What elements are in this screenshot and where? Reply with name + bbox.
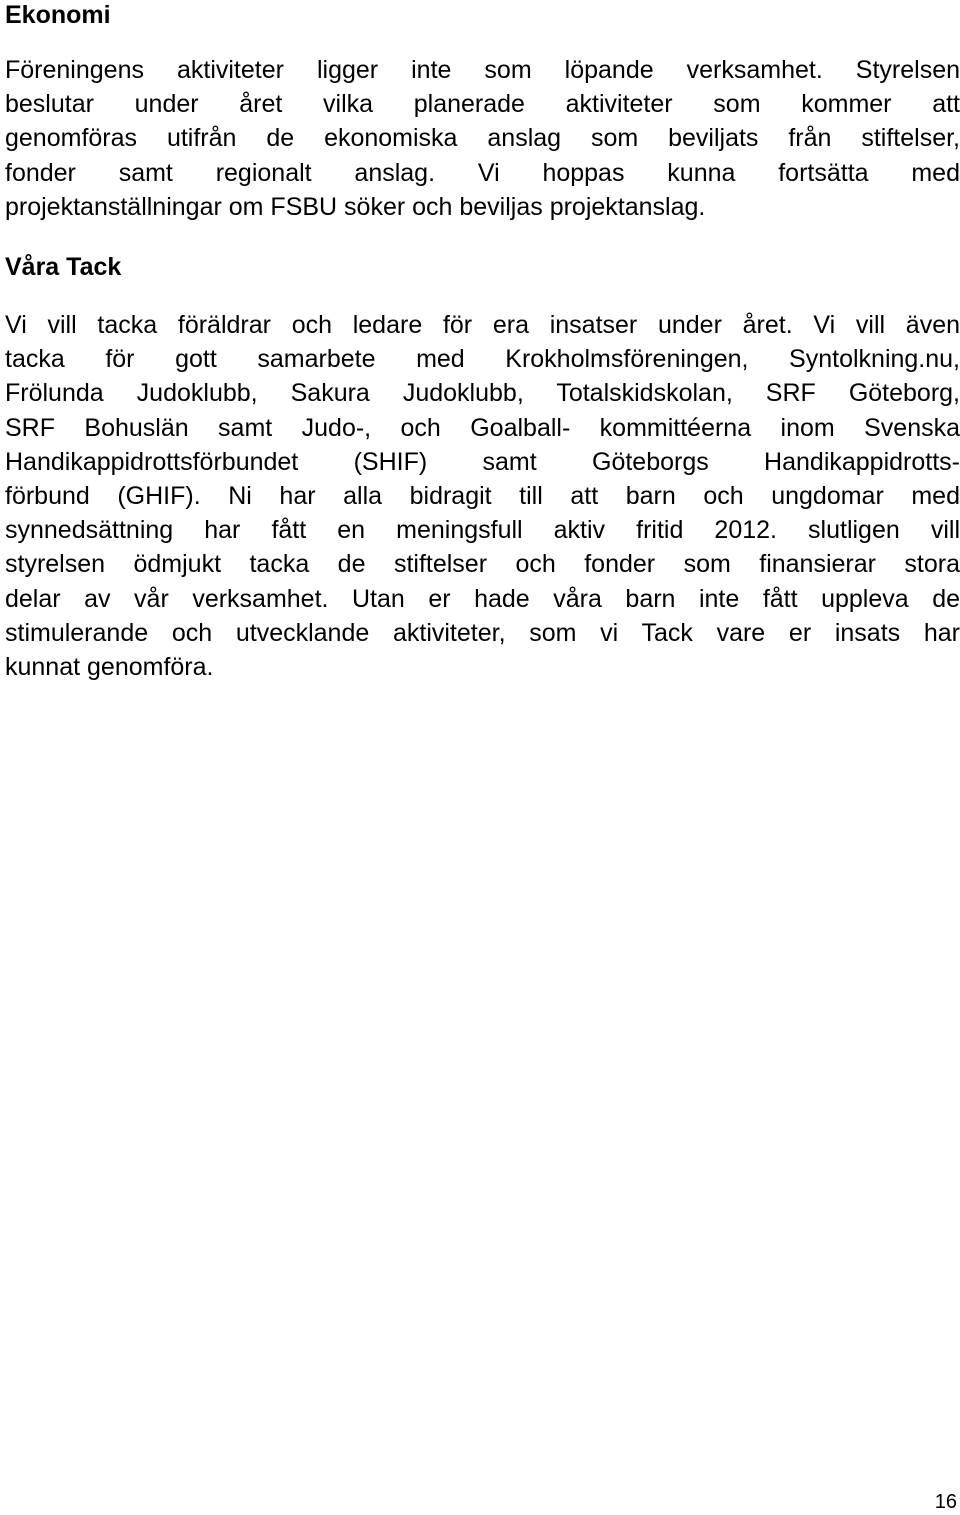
paragraph-vara-tack [5, 308, 960, 684]
heading-vara-tack: Våra Tack [5, 253, 122, 281]
paragraph-line: tacka för gott samarbete med Krokholmsföreningen, Syntolkning.nu, [5, 345, 960, 374]
paragraph-line: delar av vår verksamhet. Utan er hade våra barn inte fått uppleva de [5, 584, 960, 613]
paragraph-line: projektanställningar om FSBU söker och beviljas projektanslag. [5, 192, 706, 221]
heading-ekonomi: Ekonomi [5, 1, 111, 29]
paragraph-line: Vi vill tacka föräldrar och ledare för era insatser under året. Vi vill även [5, 311, 960, 339]
paragraph-line: förbund (GHIF). Ni har alla bidragit till att barn och ungdomar med [5, 481, 960, 510]
paragraph-line: Handikappidrottsförbundet (SHIF) samt Göteborgs Handikappidrotts- [5, 447, 960, 476]
paragraph-line: genomföras utifrån de ekonomiska anslag som beviljats från stiftelser, [5, 124, 960, 153]
paragraph-line: stimulerande och utvecklande aktiviteter, som vi Tack vare er insats har [5, 618, 960, 647]
paragraph-line: SRF Bohuslän samt Judo-, och Goalball- kommittéerna inom Svenska [5, 413, 960, 442]
paragraph-line: synnedsättning har fått en meningsfull aktiv fritid 2012. slutligen vill [5, 516, 960, 545]
paragraph-line: beslutar under året vilka planerade aktiviteter som kommer att [5, 90, 960, 119]
page-number: 16 [934, 1491, 957, 1513]
paragraph-ekonomi [5, 53, 960, 224]
paragraph-line: kunnat genomföra. [5, 652, 214, 681]
paragraph-line: Föreningens aktiviteter ligger inte som löpande verksamhet. Styrelsen [5, 56, 960, 84]
paragraph-line: styrelsen ödmjukt tacka de stiftelser och fonder som finansierar stora [5, 550, 960, 579]
paragraph-line: Frölunda Judoklubb, Sakura Judoklubb, Totalskidskolan, SRF Göteborg, [5, 379, 960, 408]
paragraph-line: fonder samt regionalt anslag. Vi hoppas kunna fortsätta med [5, 158, 960, 187]
